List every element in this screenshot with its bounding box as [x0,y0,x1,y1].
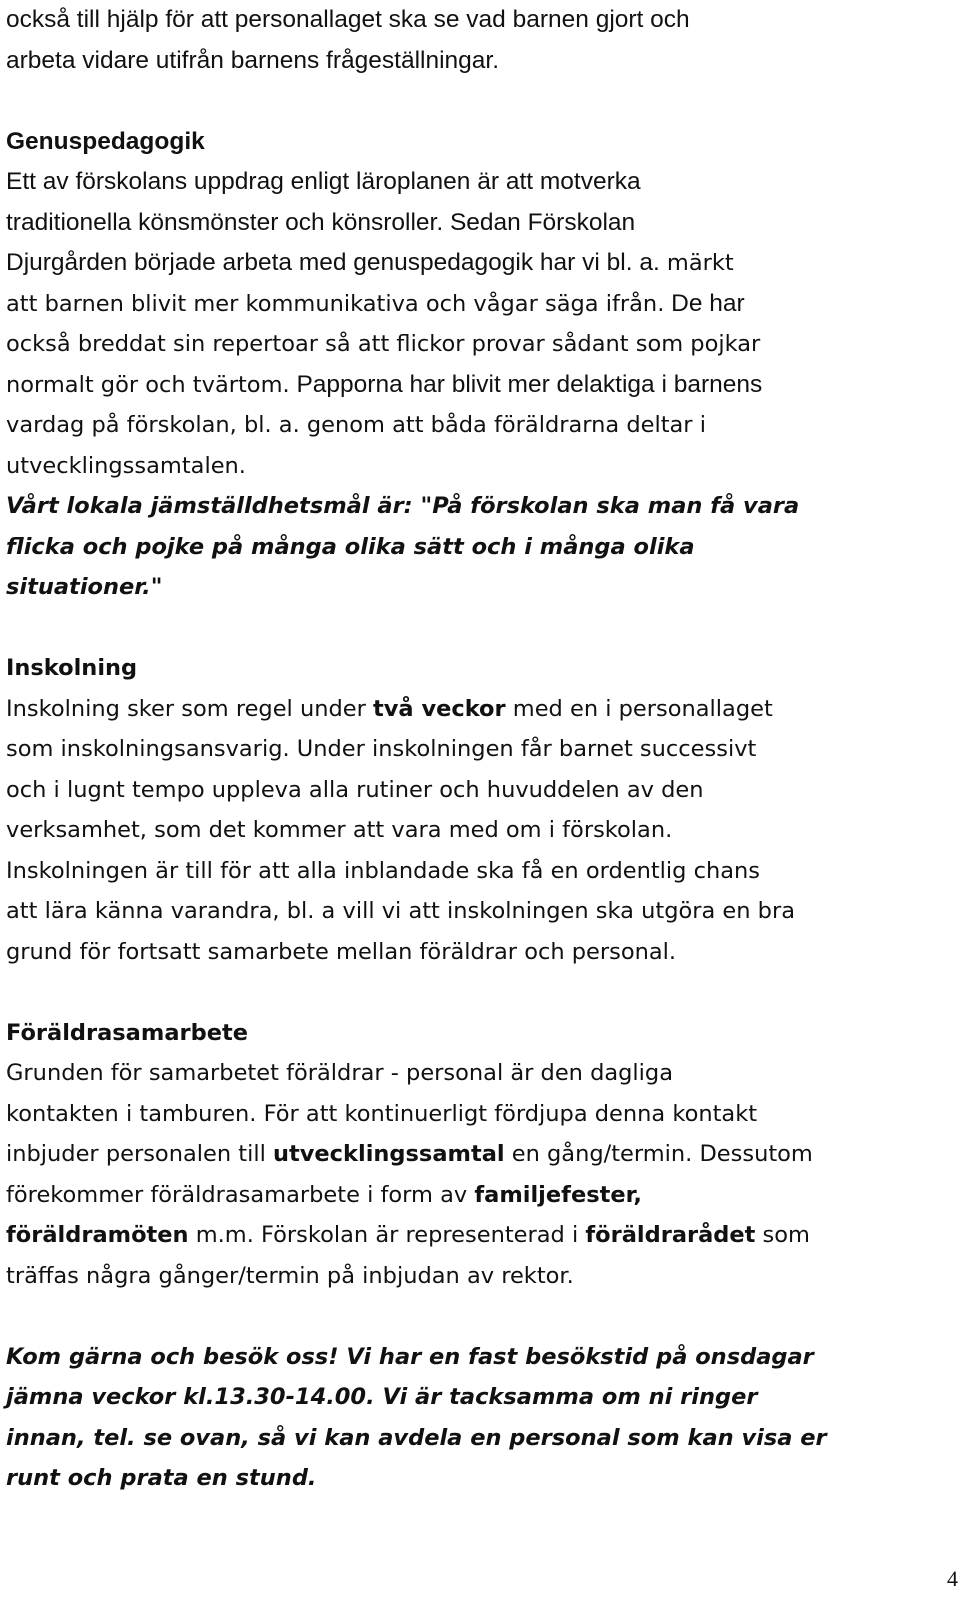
document-page [6,0,946,1499]
inskolning-line: och i lugnt tempo uppleva alla rutiner och huvuddelen av den [6,776,704,803]
genus-line: Djurgården började arbeta med genuspedagogik har vi bl. a. märkt [6,249,734,276]
inskolning-line: Inskolningen är till för att alla inblandade ska få en ordentlig chans [6,857,761,884]
section-heading-genuspedagogik: Genuspedagogik [6,127,205,155]
foraldra-line: föräldramöten m.m. Förskolan är representerad i föräldrarådet som [6,1222,810,1248]
foraldra-line: kontakten i tamburen. För att kontinuerligt fördjupa denna kontakt [6,1100,758,1127]
foraldra-line: inbjuder personalen till utvecklingssamtal en gång/termin. Dessutom [6,1141,813,1167]
equality-goal: situationer." [6,574,163,600]
genus-line: utvecklingssamtalen. [6,452,246,479]
genus-line: Ett av förskolans uppdrag enligt läroplanen är att motverka [6,168,641,195]
visit-line: Kom gärna och besök oss! Vi har en fast besökstid på onsdagar [6,1343,814,1370]
inskolning-line: grund för fortsatt samarbete mellan föräldrar och personal. [6,938,677,965]
visit-line: jämna veckor kl.13.30-14.00. Vi är tacksamma om ni ringer [6,1384,758,1410]
visit-line: runt och prata en stund. [6,1465,317,1491]
visit-line: innan, tel. se ovan, så vi kan avdela en personal som kan visa er [6,1424,827,1451]
intro-line: arbeta vidare utifrån barnens frågeställningar. [6,46,500,74]
equality-goal: flicka och pojke på många olika sätt och i många olika [6,533,695,560]
inskolning-line: Inskolning sker som regel under två veckor med en i personallaget [6,695,773,722]
foraldra-line: förekommer föräldrasamarbete i form av familjefester, [6,1181,642,1208]
section-heading-foraldrasamarbete: Föräldrasamarbete [6,1019,248,1046]
genus-line: normalt gör och tvärtom. Papporna har blivit mer delaktiga i barnens [6,370,763,398]
foraldra-line: Grunden för samarbetet föräldrar - personal är den dagliga [6,1060,674,1086]
page-number: 4 [947,1566,958,1591]
genus-line: också breddat sin repertoar så att flickor provar sådant som pojkar [6,331,761,357]
inskolning-line: verksamhet, som det kommer att vara med om i förskolan. [6,817,673,843]
intro-line: också till hjälp för att personallaget ska se vad barnen gjort och [6,6,690,33]
section-heading-inskolning: Inskolning [6,655,138,681]
foraldra-line: träffas några gånger/termin på inbjudan av rektor. [6,1262,574,1289]
inskolning-line: att lära känna varandra, bl. a vill vi att inskolningen ska utgöra en bra [6,898,796,924]
equality-goal: Vårt lokala jämställdhetsmål är: "På förskolan ska man få vara [6,493,800,519]
genus-line: vardag på förskolan, bl. a. genom att båda föräldrarna deltar i [6,412,706,438]
inskolning-line: som inskolningsansvarig. Under inskolningen får barnet successivt [6,736,757,762]
genus-line: traditionella könsmönster och könsroller. Sedan Förskolan [6,208,636,236]
genus-line: att barnen blivit mer kommunikativa och vågar säga ifrån. De har [6,289,745,317]
